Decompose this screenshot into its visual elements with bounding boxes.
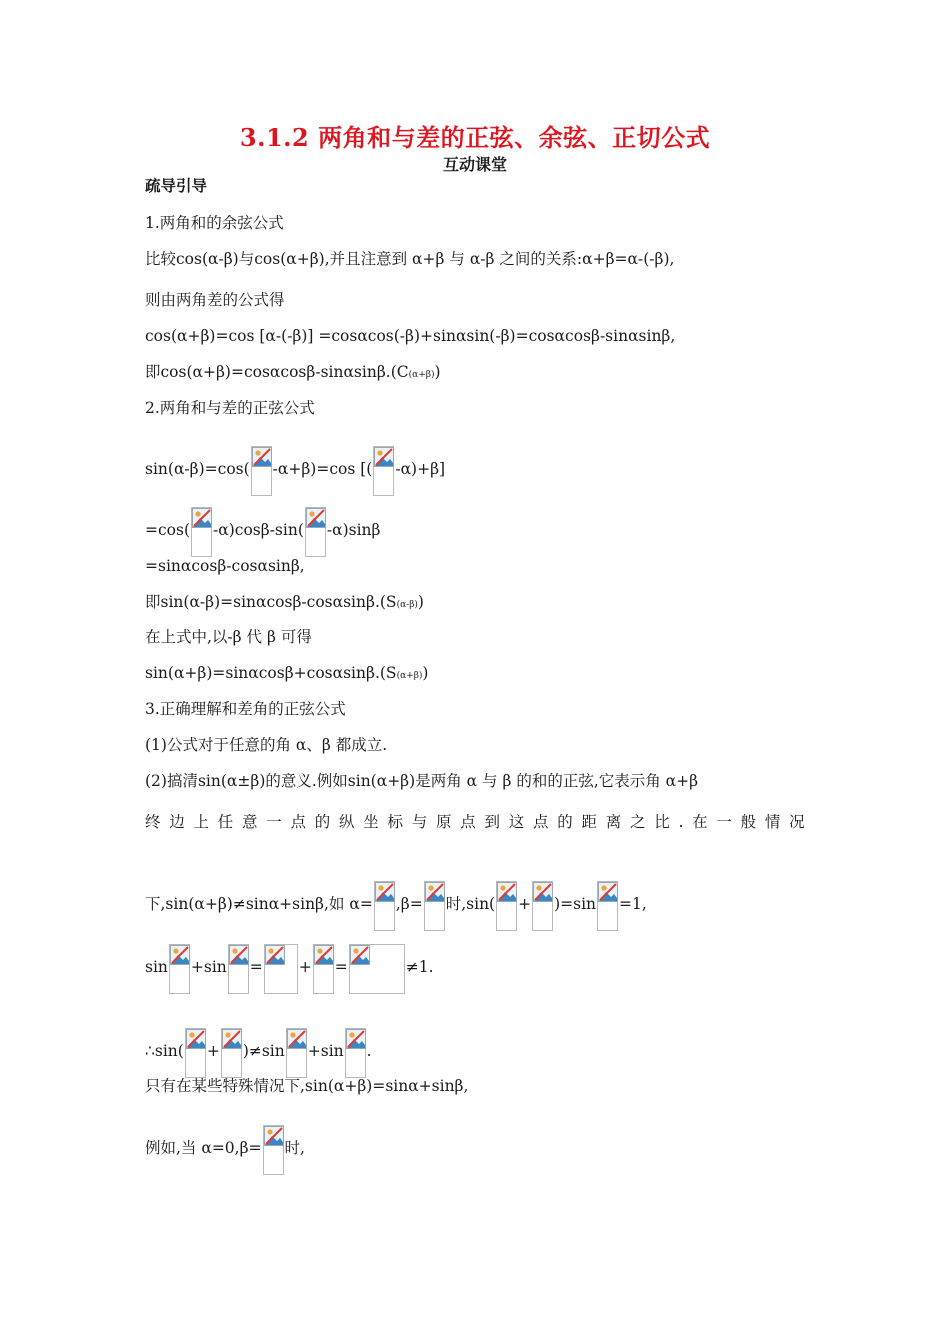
s3-paragraph-7: 只有在某些特殊情况下,sin(α+β)=sinα+sinβ, (145, 1077, 469, 1095)
s1-formula-result (145, 362, 441, 385)
broken-image-icon (532, 881, 553, 931)
s3-p3-char: 标 (387, 813, 404, 831)
s2-heading: 2.两角和与差的正弦公式 (145, 399, 315, 417)
broken-image-icon (349, 944, 405, 994)
s3-p3-char: 与 (411, 813, 428, 831)
s3-p3-char: 一 (266, 813, 282, 831)
broken-image-icon (374, 881, 395, 931)
s3-p5-text-d: + (298, 958, 312, 976)
s3-p6-text-a: ∴sin( (145, 1042, 184, 1060)
s3-p3-char: 点 (460, 813, 476, 831)
s3-p6-text-e: . (366, 1042, 372, 1060)
s3-p4-text-e: )=sin (554, 895, 597, 913)
s2-l2-text-c: -α)sinβ (326, 521, 381, 539)
s1-formula-derivation: cos(α+β)=cos [α-(-β)] =cosαcos(-β)+sinαsin(-β)=cosαcosβ-sinαsinβ, (145, 327, 676, 345)
broken-image-icon (191, 507, 212, 557)
s3-p5-text-e: = (334, 958, 348, 976)
s3-paragraph-4 (145, 881, 647, 931)
s2-l1-text-c: -α)+β] (395, 460, 446, 478)
s3-p4-text-d: + (518, 895, 532, 913)
s2-line-4 (145, 592, 424, 615)
s2-l4-subscript: (α-β) (396, 600, 418, 610)
s3-p5-text-b: +sin (190, 958, 227, 976)
s1-formula-text: 即cos(α+β)=cosαcosβ-sinαsinβ.(C (145, 363, 409, 381)
s3-p4-text-a: 下,sin(α+β)≠sinα+sinβ,如 α= (145, 895, 373, 913)
s2-l6-subscript: (α+β) (396, 671, 423, 681)
s3-paragraph-3 (145, 812, 805, 832)
s3-p5-text-f: ≠1. (405, 958, 434, 976)
section-heading: 疏导引导 (145, 176, 208, 195)
s3-p4-text-b: ,β= (395, 895, 423, 913)
s2-line-2 (145, 507, 380, 557)
s2-l1-text-b: -α+β)=cos [( (272, 460, 373, 478)
s3-p3-char: 到 (484, 813, 501, 831)
s3-p3-char: 的 (314, 813, 331, 831)
s3-p4-text-c: 时,sin( (445, 895, 496, 913)
broken-image-icon (185, 1028, 206, 1078)
s3-p3-char: 原 (436, 813, 452, 831)
s1-heading: 1.两角和的余弦公式 (145, 214, 284, 232)
s3-p3-char: 终 (145, 813, 161, 831)
s3-p3-char: 点 (290, 813, 307, 831)
s3-p5-text-a: sin (145, 958, 168, 976)
s3-p6-text-d: +sin (307, 1042, 344, 1060)
s3-p3-char: 任 (217, 813, 234, 831)
s2-l4-text: 即sin(α-β)=sinαcosβ-cosαsinβ.(S (145, 593, 397, 611)
s3-heading: 3.正确理解和差角的正弦公式 (145, 700, 346, 718)
broken-image-icon (496, 881, 517, 931)
s3-p5-text-c: = (249, 958, 263, 976)
broken-image-icon (221, 1028, 242, 1078)
s3-p3-char: 情 (764, 813, 781, 831)
s2-l4-close: ) (417, 593, 424, 611)
s2-l6-text: sin(α+β)=sinαcosβ+cosαsinβ.(S (145, 664, 397, 682)
s3-p3-char: . (678, 813, 684, 831)
broken-image-icon (373, 446, 394, 496)
broken-image-icon (169, 944, 190, 994)
s2-l2-text-a: =cos( (145, 521, 191, 539)
s3-p8-text-b: 时, (284, 1139, 305, 1157)
s3-p6-text-c: )≠sin (242, 1042, 285, 1060)
s3-p3-char: 边 (169, 813, 185, 831)
s3-p6-text-b: + (206, 1042, 220, 1060)
broken-image-icon (305, 507, 326, 557)
s3-paragraph-5 (145, 944, 434, 994)
s2-l6-close: ) (422, 664, 429, 682)
broken-image-icon (264, 944, 298, 994)
s3-p3-char: 坐 (363, 813, 379, 831)
broken-image-icon (286, 1028, 307, 1078)
broken-image-icon (424, 881, 445, 931)
s3-p3-char: 况 (789, 813, 805, 831)
s1-formula-close: ) (434, 363, 441, 381)
s1-paragraph-2: 则由两角差的公式得 (145, 291, 285, 309)
s3-paragraph-1: (1)公式对于任意的角 α、β 都成立. (145, 736, 388, 754)
s3-p3-char: 的 (557, 813, 573, 831)
s3-p3-char: 比 (654, 813, 670, 831)
broken-image-icon (597, 881, 618, 931)
page-subtitle: 互动课堂 (442, 155, 507, 174)
s3-p3-char: 在 (692, 813, 708, 831)
broken-image-icon (263, 1125, 284, 1175)
broken-image-icon (251, 446, 272, 496)
broken-image-icon (228, 944, 249, 994)
s3-p3-char: 般 (740, 813, 757, 831)
s3-p8-text-a: 例如,当 α=0,β= (145, 1139, 262, 1157)
s3-p3-char: 点 (533, 813, 549, 831)
s2-line-6 (145, 663, 428, 686)
s2-l2-text-b: -α)cosβ-sin( (213, 521, 304, 539)
s1-paragraph-1: 比较cos(α-β)与cos(α+β),并且注意到 α+β 与 α-β 之间的关系:α+β=α-(-β), (145, 250, 675, 268)
s3-paragraph-6 (145, 1028, 372, 1078)
s3-p3-char: 上 (193, 813, 210, 831)
s2-l1-text-a: sin(α-β)=cos( (145, 460, 250, 478)
s3-p3-char: 纵 (339, 813, 355, 831)
s1-formula-subscript: (α+β) (408, 370, 435, 380)
s2-line-5: 在上式中,以-β 代 β 可得 (145, 628, 312, 646)
broken-image-icon (345, 1028, 366, 1078)
s2-line-3: =sinαcosβ-cosαsinβ, (145, 557, 305, 575)
s3-paragraph-2: (2)搞清sin(α±β)的意义.例如sin(α+β)是两角 α 与 β 的和的正弦,它表示角 α+β (145, 772, 699, 790)
s3-p3-char: 距 (581, 813, 598, 831)
s3-p3-char: 离 (605, 813, 622, 831)
s2-line-1 (145, 446, 445, 496)
s3-p3-char: 一 (716, 813, 732, 831)
s3-p4-text-f: =1, (619, 895, 647, 913)
s3-p3-char: 意 (242, 813, 258, 831)
page-title: 3.1.2 两角和与差的正弦、余弦、正切公式 (239, 123, 711, 152)
broken-image-icon (313, 944, 334, 994)
s3-p3-char: 这 (508, 813, 525, 831)
s3-p3-char: 之 (630, 813, 646, 831)
s3-paragraph-8 (145, 1125, 305, 1175)
